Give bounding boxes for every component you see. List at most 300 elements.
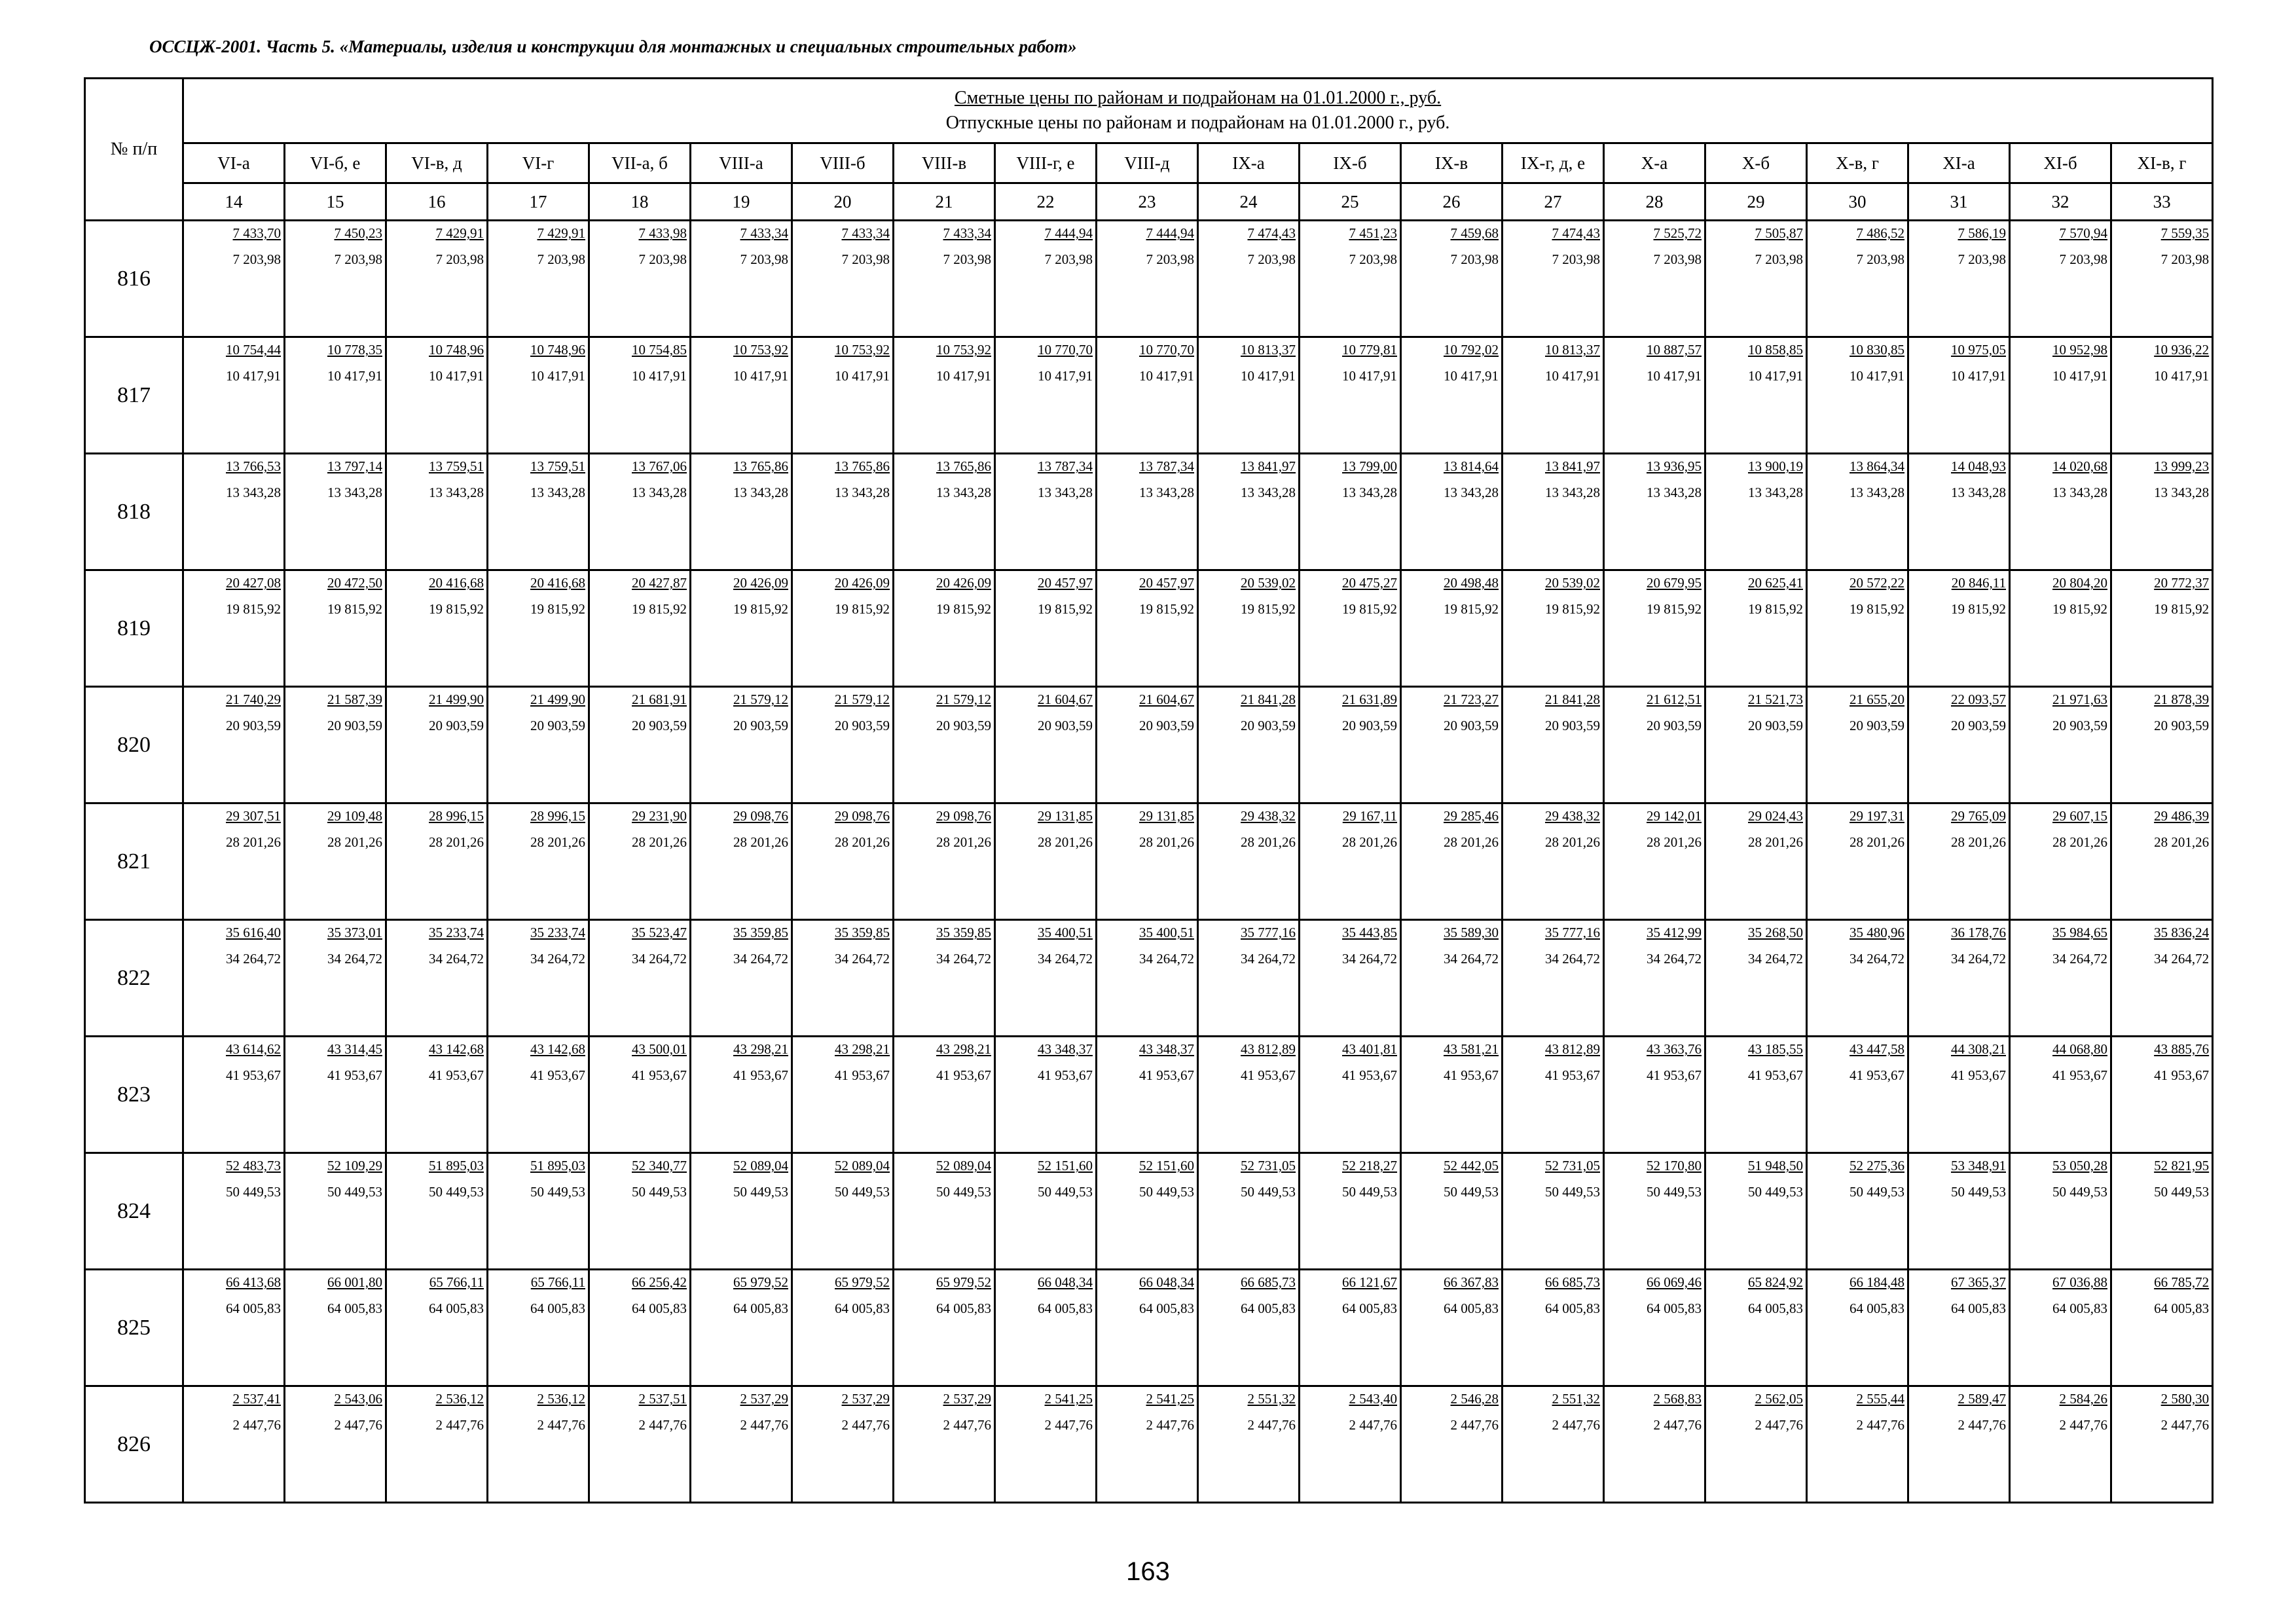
price-cell	[792, 803, 894, 920]
price-cell	[1705, 337, 1807, 454]
release-price: 2 447,76	[2160, 1417, 2210, 1433]
price-cell	[386, 570, 488, 687]
price-cell	[183, 1037, 285, 1153]
release-price: 13 343,28	[1748, 485, 1803, 500]
estimate-price: 66 413,68	[226, 1274, 281, 1290]
estimate-price: 10 753,92	[936, 342, 991, 358]
estimate-price: 52 340,77	[632, 1158, 687, 1173]
column-index-header: 33	[2111, 183, 2213, 221]
price-cell	[1198, 1037, 1300, 1153]
estimate-price: 2 537,29	[943, 1391, 991, 1407]
estimate-price: 10 748,96	[429, 342, 484, 358]
price-cell	[1908, 570, 2010, 687]
estimate-price: 21 723,27	[1444, 692, 1499, 707]
estimate-price: 43 348,37	[1139, 1041, 1194, 1057]
estimate-price: 52 483,73	[226, 1158, 281, 1173]
price-cell	[691, 1270, 792, 1386]
price-cell	[1097, 570, 1198, 687]
column-index-header: 15	[285, 183, 386, 221]
release-price: 10 417,91	[2052, 368, 2107, 384]
release-price: 2 447,76	[2059, 1417, 2107, 1433]
estimate-price: 29 024,43	[1748, 808, 1803, 824]
estimate-price: 51 948,50	[1748, 1158, 1803, 1173]
price-cell	[2111, 803, 2213, 920]
price-cell	[1300, 454, 1401, 570]
estimate-price: 35 523,47	[632, 925, 687, 940]
price-cell	[1807, 1153, 1908, 1270]
release-price: 7 203,98	[841, 251, 890, 267]
release-price: 20 903,59	[226, 718, 281, 733]
price-cell	[1705, 920, 1807, 1037]
estimate-price: 20 426,09	[835, 575, 890, 591]
estimate-price: 43 185,55	[1748, 1041, 1803, 1057]
release-price: 2 447,76	[1755, 1417, 1803, 1433]
release-price: 64 005,83	[1545, 1301, 1600, 1316]
release-price: 20 903,59	[936, 718, 991, 733]
estimate-price: 65 766,11	[530, 1274, 585, 1290]
column-index-header: 22	[995, 183, 1097, 221]
release-price: 28 201,26	[1850, 834, 1904, 850]
release-price: 2 447,76	[740, 1417, 788, 1433]
price-cell	[792, 1270, 894, 1386]
release-price: 19 815,92	[632, 601, 687, 617]
estimate-price: 10 770,70	[1038, 342, 1093, 358]
release-price: 13 343,28	[1139, 485, 1194, 500]
price-cell	[1705, 221, 1807, 337]
release-price: 20 903,59	[733, 718, 788, 733]
price-cell	[2111, 221, 2213, 337]
release-price: 50 449,53	[226, 1184, 281, 1200]
estimate-price: 35 233,74	[530, 925, 585, 940]
release-price: 10 417,91	[2154, 368, 2210, 384]
price-cell	[2111, 1037, 2213, 1153]
release-price: 50 449,53	[1241, 1184, 1296, 1200]
release-price: 2 447,76	[334, 1417, 382, 1433]
price-cell	[1604, 454, 1705, 570]
estimate-price: 7 433,70	[232, 225, 281, 241]
release-price: 50 449,53	[1139, 1184, 1194, 1200]
price-cell	[1807, 570, 1908, 687]
estimate-price: 52 170,80	[1647, 1158, 1702, 1173]
estimate-price: 52 089,04	[835, 1158, 890, 1173]
release-price: 64 005,83	[936, 1301, 991, 1316]
price-cell	[2010, 687, 2111, 803]
estimate-price: 13 787,34	[1139, 458, 1194, 474]
release-price: 28 201,26	[327, 834, 382, 850]
region-header: VI-а	[183, 143, 285, 183]
price-cell	[1503, 920, 1604, 1037]
region-header: X-а	[1604, 143, 1705, 183]
price-cell	[1097, 221, 1198, 337]
release-price: 41 953,67	[2154, 1067, 2210, 1083]
price-cell	[488, 1270, 589, 1386]
release-price: 10 417,91	[1545, 368, 1600, 384]
price-cell	[1300, 570, 1401, 687]
release-price: 7 203,98	[1552, 251, 1600, 267]
release-price: 13 343,28	[2154, 485, 2210, 500]
estimate-price: 35 268,50	[1748, 925, 1803, 940]
price-cell	[1401, 920, 1503, 1037]
price-cell	[386, 1270, 488, 1386]
release-price: 64 005,83	[1139, 1301, 1194, 1316]
price-cell	[285, 570, 386, 687]
region-header: VIII-а	[691, 143, 792, 183]
price-cell	[894, 1270, 995, 1386]
running-header: ОССЦЖ-2001. Часть 5. «Материалы, изделия и конструкции для монтажных и специальных строительных работ»	[149, 37, 1077, 56]
release-price: 19 815,92	[327, 601, 382, 617]
column-index-header: 19	[691, 183, 792, 221]
row-number: 819	[85, 570, 183, 687]
estimate-price: 13 799,00	[1342, 458, 1397, 474]
estimate-price: 7 429,91	[435, 225, 484, 241]
release-price: 19 815,92	[1139, 601, 1194, 617]
estimate-price: 29 307,51	[226, 808, 281, 824]
estimate-price: 66 121,67	[1342, 1274, 1397, 1290]
price-cell	[1401, 221, 1503, 337]
estimate-price: 29 109,48	[327, 808, 382, 824]
release-price: 41 953,67	[1647, 1067, 1702, 1083]
estimate-price: 52 089,04	[936, 1158, 991, 1173]
price-cell	[1807, 920, 1908, 1037]
price-cell	[792, 454, 894, 570]
price-cell	[1503, 687, 1604, 803]
estimate-price: 44 308,21	[1951, 1041, 2006, 1057]
price-cell	[1503, 570, 1604, 687]
estimate-price: 20 539,02	[1241, 575, 1296, 591]
release-price: 34 264,72	[1951, 951, 2006, 967]
estimate-price: 7 450,23	[334, 225, 382, 241]
release-price: 10 417,91	[733, 368, 788, 384]
estimate-price: 20 426,09	[733, 575, 788, 591]
estimate-price: 20 416,68	[429, 575, 484, 591]
price-cell	[1503, 1153, 1604, 1270]
estimate-price: 13 765,86	[936, 458, 991, 474]
estimate-price: 7 459,68	[1450, 225, 1499, 241]
estimate-price: 21 681,91	[632, 692, 687, 707]
estimate-price: 52 151,60	[1139, 1158, 1194, 1173]
release-price: 64 005,83	[1850, 1301, 1904, 1316]
estimate-price: 66 685,73	[1545, 1274, 1600, 1290]
release-price: 20 903,59	[327, 718, 382, 733]
release-price: 2 447,76	[1044, 1417, 1093, 1433]
release-price: 50 449,53	[632, 1184, 687, 1200]
estimate-price: 7 474,43	[1247, 225, 1296, 241]
estimate-price: 21 579,12	[733, 692, 788, 707]
release-price: 2 447,76	[1450, 1417, 1499, 1433]
estimate-price: 7 525,72	[1653, 225, 1702, 241]
release-price: 7 203,98	[1653, 251, 1702, 267]
estimate-price: 2 543,40	[1349, 1391, 1397, 1407]
estimate-price: 65 824,92	[1748, 1274, 1803, 1290]
price-cell	[2111, 454, 2213, 570]
release-price: 19 815,92	[1647, 601, 1702, 617]
estimate-price: 29 486,39	[2154, 808, 2210, 824]
estimate-price: 2 543,06	[334, 1391, 382, 1407]
price-cell	[183, 1386, 285, 1503]
release-price: 7 203,98	[1247, 251, 1296, 267]
price-cell	[792, 687, 894, 803]
estimate-price: 35 373,01	[327, 925, 382, 940]
release-price: 28 201,26	[1444, 834, 1499, 850]
estimate-price: 29 142,01	[1647, 808, 1702, 824]
release-price: 34 264,72	[835, 951, 890, 967]
release-price: 20 903,59	[1241, 718, 1296, 733]
price-cell	[1503, 1037, 1604, 1153]
price-cell	[2111, 920, 2213, 1037]
release-price: 19 815,92	[1038, 601, 1093, 617]
release-price: 28 201,26	[1139, 834, 1194, 850]
release-price: 50 449,53	[327, 1184, 382, 1200]
price-cell	[386, 454, 488, 570]
price-cell	[1908, 687, 2010, 803]
estimate-price: 43 363,76	[1647, 1041, 1702, 1057]
column-index-header: 21	[894, 183, 995, 221]
table-row	[85, 1037, 2213, 1153]
estimate-price: 2 541,25	[1044, 1391, 1093, 1407]
estimate-price: 7 474,43	[1552, 225, 1600, 241]
price-cell	[792, 221, 894, 337]
release-price: 20 903,59	[1748, 718, 1803, 733]
release-price: 41 953,67	[1748, 1067, 1803, 1083]
release-price: 10 417,91	[530, 368, 585, 384]
price-cell	[1604, 803, 1705, 920]
estimate-price: 2 580,30	[2160, 1391, 2210, 1407]
estimate-price: 43 447,58	[1850, 1041, 1904, 1057]
price-cell	[2111, 337, 2213, 454]
estimate-price: 29 438,32	[1545, 808, 1600, 824]
estimate-price: 43 401,81	[1342, 1041, 1397, 1057]
estimate-price: 43 298,21	[733, 1041, 788, 1057]
release-price: 20 903,59	[1342, 718, 1397, 733]
release-price: 28 201,26	[2052, 834, 2107, 850]
price-cell	[792, 1386, 894, 1503]
price-cell	[2010, 1386, 2111, 1503]
release-price: 10 417,91	[226, 368, 281, 384]
price-cell	[589, 687, 691, 803]
release-price: 41 953,67	[1545, 1067, 1600, 1083]
row-number: 818	[85, 454, 183, 570]
price-cell	[2010, 221, 2111, 337]
price-cell	[285, 803, 386, 920]
estimate-price: 13 841,97	[1241, 458, 1296, 474]
release-price: 28 201,26	[1038, 834, 1093, 850]
price-cell	[589, 1386, 691, 1503]
estimate-price: 21 841,28	[1545, 692, 1600, 707]
release-price: 7 203,98	[2160, 251, 2210, 267]
estimate-price: 35 412,99	[1647, 925, 1702, 940]
estimate-price: 21 740,29	[226, 692, 281, 707]
price-cell	[1604, 1153, 1705, 1270]
estimate-price: 43 142,68	[429, 1041, 484, 1057]
price-cell	[1807, 803, 1908, 920]
release-price: 19 815,92	[835, 601, 890, 617]
estimate-price: 2 537,41	[232, 1391, 281, 1407]
release-price: 64 005,83	[429, 1301, 484, 1316]
estimate-price: 35 233,74	[429, 925, 484, 940]
row-number: 816	[85, 221, 183, 337]
release-price: 34 264,72	[1038, 951, 1093, 967]
release-price: 13 343,28	[226, 485, 281, 500]
price-cell	[1705, 687, 1807, 803]
release-price: 34 264,72	[530, 951, 585, 967]
estimate-price: 52 821,95	[2154, 1158, 2210, 1173]
release-price: 10 417,91	[1647, 368, 1702, 384]
estimate-price: 52 109,29	[327, 1158, 382, 1173]
region-header: VI-б, е	[285, 143, 386, 183]
estimate-price: 20 804,20	[2052, 575, 2107, 591]
estimate-price: 7 433,34	[943, 225, 991, 241]
table-row	[85, 221, 2213, 337]
estimate-price: 29 131,85	[1139, 808, 1194, 824]
release-price: 19 815,92	[2154, 601, 2210, 617]
estimate-price: 21 587,39	[327, 692, 382, 707]
release-price: 20 903,59	[1139, 718, 1194, 733]
release-price: 28 201,26	[1951, 834, 2006, 850]
price-cell	[589, 337, 691, 454]
price-cell	[691, 337, 792, 454]
price-cell	[285, 221, 386, 337]
estimate-price: 2 537,51	[638, 1391, 687, 1407]
estimate-price: 66 048,34	[1139, 1274, 1194, 1290]
estimate-price: 13 841,97	[1545, 458, 1600, 474]
region-header: XI-в, г	[2111, 143, 2213, 183]
estimate-price: 20 539,02	[1545, 575, 1600, 591]
price-cell	[183, 221, 285, 337]
estimate-price: 20 427,87	[632, 575, 687, 591]
price-cell	[691, 803, 792, 920]
release-price: 28 201,26	[1647, 834, 1702, 850]
price-cell	[1908, 221, 2010, 337]
estimate-price: 35 400,51	[1139, 925, 1194, 940]
release-price: 64 005,83	[733, 1301, 788, 1316]
release-price: 64 005,83	[835, 1301, 890, 1316]
release-price: 20 903,59	[2154, 718, 2210, 733]
estimate-price: 43 314,45	[327, 1041, 382, 1057]
release-price: 19 815,92	[1748, 601, 1803, 617]
estimate-price: 10 778,35	[327, 342, 382, 358]
price-cell	[183, 920, 285, 1037]
column-index-header: 29	[1705, 183, 1807, 221]
estimate-price: 35 359,85	[835, 925, 890, 940]
release-price: 41 953,67	[1038, 1067, 1093, 1083]
price-cell	[894, 920, 995, 1037]
estimate-price: 14 048,93	[1951, 458, 2006, 474]
release-price: 64 005,83	[1342, 1301, 1397, 1316]
release-price: 19 815,92	[733, 601, 788, 617]
price-cell	[589, 570, 691, 687]
region-header: VII-а, б	[589, 143, 691, 183]
price-cell	[2010, 1153, 2111, 1270]
price-cell	[2010, 803, 2111, 920]
release-price: 28 201,26	[1545, 834, 1600, 850]
price-cell	[1503, 1270, 1604, 1386]
release-price: 2 447,76	[1958, 1417, 2006, 1433]
estimate-price: 2 546,28	[1450, 1391, 1499, 1407]
estimate-price: 13 766,53	[226, 458, 281, 474]
release-price: 7 203,98	[1755, 251, 1803, 267]
price-cell	[1604, 570, 1705, 687]
estimate-price: 29 231,90	[632, 808, 687, 824]
release-price: 28 201,26	[429, 834, 484, 850]
release-price: 50 449,53	[733, 1184, 788, 1200]
row-number: 820	[85, 687, 183, 803]
price-cell	[1807, 1386, 1908, 1503]
price-cell	[1300, 803, 1401, 920]
release-price: 20 903,59	[2052, 718, 2107, 733]
estimate-price: 35 400,51	[1038, 925, 1093, 940]
release-price: 19 815,92	[2052, 601, 2107, 617]
column-index-header: 20	[792, 183, 894, 221]
price-cell	[1300, 920, 1401, 1037]
region-header: VIII-д	[1097, 143, 1198, 183]
price-cell	[1097, 1270, 1198, 1386]
estimate-price: 13 814,64	[1444, 458, 1499, 474]
estimate-price: 21 499,90	[429, 692, 484, 707]
estimate-price: 2 541,25	[1146, 1391, 1194, 1407]
release-price: 34 264,72	[936, 951, 991, 967]
table-row	[85, 803, 2213, 920]
estimate-price: 43 298,21	[936, 1041, 991, 1057]
release-price: 7 203,98	[1044, 251, 1093, 267]
estimate-price: 10 952,98	[2052, 342, 2107, 358]
release-price: 7 203,98	[1958, 251, 2006, 267]
estimate-price: 43 348,37	[1038, 1041, 1093, 1057]
release-price: 34 264,72	[733, 951, 788, 967]
estimate-price: 10 779,81	[1342, 342, 1397, 358]
price-cell	[1097, 1386, 1198, 1503]
estimate-price: 7 505,87	[1755, 225, 1803, 241]
region-header: VI-г	[488, 143, 589, 183]
release-price: 64 005,83	[327, 1301, 382, 1316]
release-price: 19 815,92	[226, 601, 281, 617]
price-cell	[1401, 1270, 1503, 1386]
price-cell	[1604, 1386, 1705, 1503]
price-cell	[183, 570, 285, 687]
release-price: 13 343,28	[1545, 485, 1600, 500]
release-price: 7 203,98	[334, 251, 382, 267]
price-cell	[1503, 221, 1604, 337]
price-cell	[1097, 803, 1198, 920]
price-cell	[1807, 687, 1908, 803]
price-cell	[792, 1037, 894, 1153]
estimate-price: 52 731,05	[1545, 1158, 1600, 1173]
estimate-price: 21 579,12	[936, 692, 991, 707]
estimate-price: 22 093,57	[1951, 692, 2006, 707]
release-price: 20 903,59	[1850, 718, 1904, 733]
release-price: 20 903,59	[1647, 718, 1702, 733]
price-cell	[1097, 337, 1198, 454]
release-price: 10 417,91	[327, 368, 382, 384]
release-price: 13 343,28	[835, 485, 890, 500]
price-cell	[691, 1037, 792, 1153]
release-price: 13 343,28	[530, 485, 585, 500]
estimate-price: 2 555,44	[1856, 1391, 1904, 1407]
price-cell	[488, 337, 589, 454]
price-cell	[792, 920, 894, 1037]
price-cell	[1198, 920, 1300, 1037]
release-price: 13 343,28	[1241, 485, 1296, 500]
estimate-price: 13 900,19	[1748, 458, 1803, 474]
price-cell	[894, 1386, 995, 1503]
price-cell	[1908, 1270, 2010, 1386]
estimate-price: 29 765,09	[1951, 808, 2006, 824]
table-row	[85, 337, 2213, 454]
price-cell	[995, 570, 1097, 687]
price-cell	[1300, 221, 1401, 337]
price-cell	[2010, 454, 2111, 570]
price-cell	[995, 920, 1097, 1037]
estimate-price: 10 858,85	[1748, 342, 1803, 358]
